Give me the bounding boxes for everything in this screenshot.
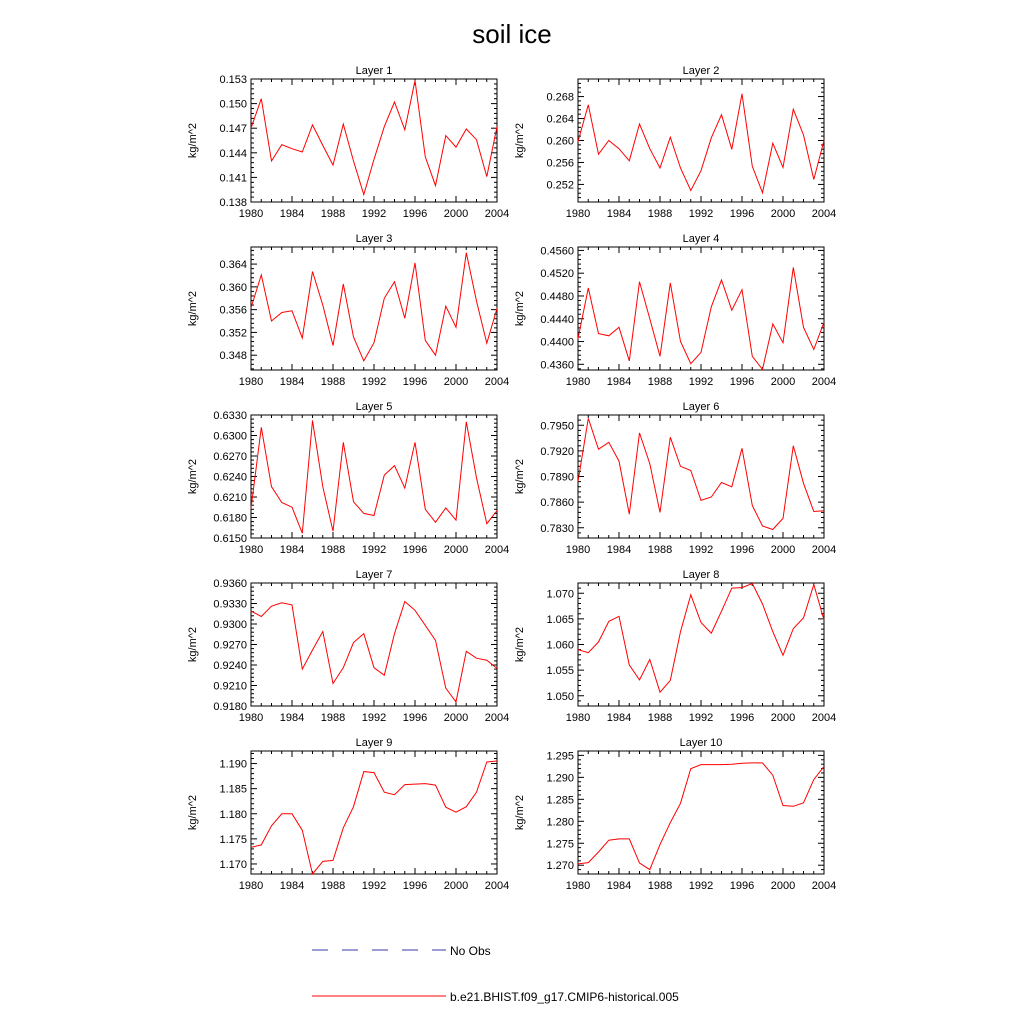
layer-2-ytick-label: 0.252 (546, 179, 574, 192)
layer-5-xtick-label: 2000 (443, 544, 469, 556)
layer-4-ytick-label: 0.4480 (540, 290, 574, 303)
layer-10-xtick-label: 1992 (688, 880, 714, 892)
layer-4-ytick-label: 0.4400 (540, 336, 574, 349)
layer-10-xtick-label: 1980 (565, 880, 591, 892)
layer-6-xtick-label: 1984 (606, 544, 632, 556)
layer-1-ytick-label: 0.147 (219, 123, 247, 136)
layer-8-ytick-label: 1.065 (546, 613, 574, 626)
layer-2-title: Layer 2 (682, 65, 720, 77)
layer-5-xtick-label: 2004 (484, 544, 510, 556)
layer-10-ytick-label: 1.295 (546, 750, 574, 763)
layer-9-ylabel: kg/m^2 (187, 794, 199, 831)
layer-3-xtick-label: 1980 (238, 376, 264, 388)
layer-9-ytick-label: 1.185 (219, 783, 247, 796)
layer-3-xtick-label: 2004 (484, 376, 510, 388)
layer-8-ylabel: kg/m^2 (514, 626, 526, 663)
layer-7-ytick-label: 0.9270 (213, 639, 247, 652)
layer-7-ytick-label: 0.9330 (213, 598, 247, 611)
layer-5-ylabel: kg/m^2 (187, 458, 199, 495)
layer-7-title: Layer 7 (355, 569, 393, 581)
layer-6-ytick-label: 0.7890 (540, 471, 574, 484)
layer-10-ytick-label: 1.275 (546, 838, 574, 851)
layer-5-ytick-label: 0.6180 (213, 512, 247, 525)
layer-7-xtick-label: 1980 (238, 712, 264, 724)
layer-9-ytick-label: 1.190 (219, 758, 247, 771)
layer-5-xtick-label: 1992 (361, 544, 387, 556)
layer-3-ytick-label: 0.360 (219, 281, 247, 294)
layer-3-ylabel: kg/m^2 (187, 290, 199, 327)
layer-3-xtick-label: 1996 (402, 376, 428, 388)
layer-8-ytick-label: 1.070 (546, 588, 574, 601)
layer-6-ytick-label: 0.7860 (540, 497, 574, 510)
layer-9-xtick-label: 1988 (320, 880, 346, 892)
layer-1-ytick-label: 0.141 (219, 172, 247, 185)
layer-7-ytick-label: 0.9240 (213, 660, 247, 672)
layer-4-xtick-label: 1992 (688, 376, 714, 388)
layer-1-title: Layer 1 (355, 65, 393, 77)
layer-1-xtick-label: 2004 (484, 208, 510, 220)
layer-10-ytick-label: 1.280 (546, 816, 574, 829)
layer-10-xtick-label: 1996 (729, 880, 755, 892)
layer-3-xtick-label: 2000 (443, 376, 469, 388)
legend-label-no-obs: No Obs (450, 944, 491, 958)
layer-5-ytick-label: 0.6270 (213, 451, 247, 463)
layer-10-xtick-label: 2004 (811, 880, 837, 892)
layer-4-ytick-label: 0.4360 (540, 359, 574, 372)
layer-3-xtick-label: 1984 (279, 376, 305, 388)
layer-5-ytick-label: 0.6300 (213, 430, 247, 443)
layer-5-xtick-label: 1988 (320, 544, 346, 556)
layer-2-ylabel: kg/m^2 (514, 122, 526, 159)
layer-5-xtick-label: 1996 (402, 544, 428, 556)
layer-7-xtick-label: 1988 (320, 712, 346, 724)
layer-3-title: Layer 3 (355, 233, 393, 245)
layer-5-ytick-label: 0.6330 (213, 410, 247, 422)
layer-7-ytick-label: 0.9180 (213, 701, 247, 713)
layer-7-xtick-label: 1992 (361, 712, 387, 724)
layer-7-xtick-label: 2000 (443, 712, 469, 724)
layer-9-ytick-label: 1.180 (219, 808, 247, 821)
layer-2-xtick-label: 1984 (606, 208, 632, 220)
layer-1-xtick-label: 1980 (238, 208, 264, 220)
layer-4-ytick-label: 0.4440 (540, 313, 574, 326)
layer-2-xtick-label: 2004 (811, 208, 837, 220)
legend-label-model: b.e21.BHIST.f09_g17.CMIP6-historical.005 (450, 990, 679, 1004)
layer-3-ytick-label: 0.352 (219, 327, 247, 340)
layer-8-xtick-label: 1992 (688, 712, 714, 724)
layer-8-xtick-label: 2000 (770, 712, 796, 724)
layer-8-xtick-label: 1996 (729, 712, 755, 724)
layer-8-xtick-label: 1984 (606, 712, 632, 724)
layer-8-ytick-label: 1.060 (546, 639, 574, 652)
layer-10-title: Layer 10 (679, 737, 723, 749)
layer-6-xtick-label: 1996 (729, 544, 755, 556)
layer-2-xtick-label: 1992 (688, 208, 714, 220)
layer-1-xtick-label: 1988 (320, 208, 346, 220)
layer-7-ytick-label: 0.9210 (213, 680, 247, 693)
layer-2-xtick-label: 1996 (729, 208, 755, 220)
layer-8-xtick-label: 1980 (565, 712, 591, 724)
layer-6-xtick-label: 1988 (647, 544, 673, 556)
layer-2-ytick-label: 0.264 (546, 113, 574, 126)
layer-6-xtick-label: 1980 (565, 544, 591, 556)
layer-3-ytick-label: 0.356 (219, 304, 247, 317)
layer-1-ylabel: kg/m^2 (187, 122, 199, 159)
layer-4-xtick-label: 1980 (565, 376, 591, 388)
layer-4-xtick-label: 1988 (647, 376, 673, 388)
layer-10-xtick-label: 2000 (770, 880, 796, 892)
layer-6-ytick-label: 0.7950 (540, 420, 574, 433)
layer-2-xtick-label: 1980 (565, 208, 591, 220)
layer-7-ytick-label: 0.9300 (213, 619, 247, 631)
layer-8-ytick-label: 1.050 (546, 690, 574, 703)
layer-5-title: Layer 5 (355, 401, 393, 413)
layer-1-xtick-label: 1996 (402, 208, 428, 220)
layer-10-ytick-label: 1.285 (546, 794, 574, 807)
layer-9-xtick-label: 2000 (443, 880, 469, 892)
layer-4-ytick-label: 0.4520 (540, 268, 574, 281)
layer-7-ylabel: kg/m^2 (187, 626, 199, 663)
layer-8-ytick-label: 1.055 (546, 665, 574, 678)
layer-9-xtick-label: 1996 (402, 880, 428, 892)
layer-1-xtick-label: 2000 (443, 208, 469, 220)
layer-2-ytick-label: 0.256 (546, 157, 574, 170)
layer-6-ytick-label: 0.7830 (540, 522, 574, 535)
layer-2-xtick-label: 1988 (647, 208, 673, 220)
layer-6-ylabel: kg/m^2 (514, 458, 526, 495)
layer-9-ytick-label: 1.170 (219, 858, 247, 871)
layer-9-xtick-label: 2004 (484, 880, 510, 892)
layer-6-title: Layer 6 (682, 401, 720, 413)
layer-6-xtick-label: 1992 (688, 544, 714, 556)
layer-2-xtick-label: 2000 (770, 208, 796, 220)
layer-9-xtick-label: 1980 (238, 880, 264, 892)
layer-7-xtick-label: 2004 (484, 712, 510, 724)
layer-1-xtick-label: 1992 (361, 208, 387, 220)
layer-5-xtick-label: 1984 (279, 544, 305, 556)
layer-1-xtick-label: 1984 (279, 208, 305, 220)
layer-5-ytick-label: 0.6150 (213, 533, 247, 545)
layer-1-ytick-label: 0.138 (219, 197, 247, 209)
layer-10-ytick-label: 1.270 (546, 860, 574, 873)
layer-4-xtick-label: 2000 (770, 376, 796, 388)
layer-9-xtick-label: 1992 (361, 880, 387, 892)
layer-1-ytick-label: 0.153 (219, 74, 247, 86)
layer-3-xtick-label: 1988 (320, 376, 346, 388)
layer-4-xtick-label: 1996 (729, 376, 755, 388)
layer-4-title: Layer 4 (682, 233, 720, 245)
layer-5-xtick-label: 1980 (238, 544, 264, 556)
layer-4-xtick-label: 1984 (606, 376, 632, 388)
layer-3-ytick-label: 0.364 (219, 259, 247, 272)
layer-7-xtick-label: 1984 (279, 712, 305, 724)
layer-1-ytick-label: 0.144 (219, 147, 247, 160)
layer-4-ylabel: kg/m^2 (514, 290, 526, 327)
layer-10-ytick-label: 1.290 (546, 772, 574, 785)
layer-7-ytick-label: 0.9360 (213, 578, 247, 590)
layer-6-ytick-label: 0.7920 (540, 445, 574, 458)
layer-9-title: Layer 9 (355, 737, 393, 749)
layer-7-xtick-label: 1996 (402, 712, 428, 724)
layer-1-ytick-label: 0.150 (219, 98, 247, 111)
layer-2-ytick-label: 0.260 (546, 135, 574, 148)
layer-5-ytick-label: 0.6210 (213, 492, 247, 504)
layer-3-xtick-label: 1992 (361, 376, 387, 388)
layer-2-ytick-label: 0.268 (546, 91, 574, 104)
layer-9-xtick-label: 1984 (279, 880, 305, 892)
layer-9-ytick-label: 1.175 (219, 833, 247, 846)
layer-8-xtick-label: 1988 (647, 712, 673, 724)
layer-5-ytick-label: 0.6240 (213, 471, 247, 484)
layer-6-xtick-label: 2004 (811, 544, 837, 556)
layer-4-ytick-label: 0.4560 (540, 245, 574, 258)
layer-10-xtick-label: 1984 (606, 880, 632, 892)
layer-3-ytick-label: 0.348 (219, 350, 247, 363)
layer-6-xtick-label: 2000 (770, 544, 796, 556)
layer-10-ylabel: kg/m^2 (514, 794, 526, 831)
layer-4-xtick-label: 2004 (811, 376, 837, 388)
layer-10-xtick-label: 1988 (647, 880, 673, 892)
layer-8-xtick-label: 2004 (811, 712, 837, 724)
figure-title: soil ice (472, 19, 552, 49)
layer-8-title: Layer 8 (682, 569, 720, 581)
